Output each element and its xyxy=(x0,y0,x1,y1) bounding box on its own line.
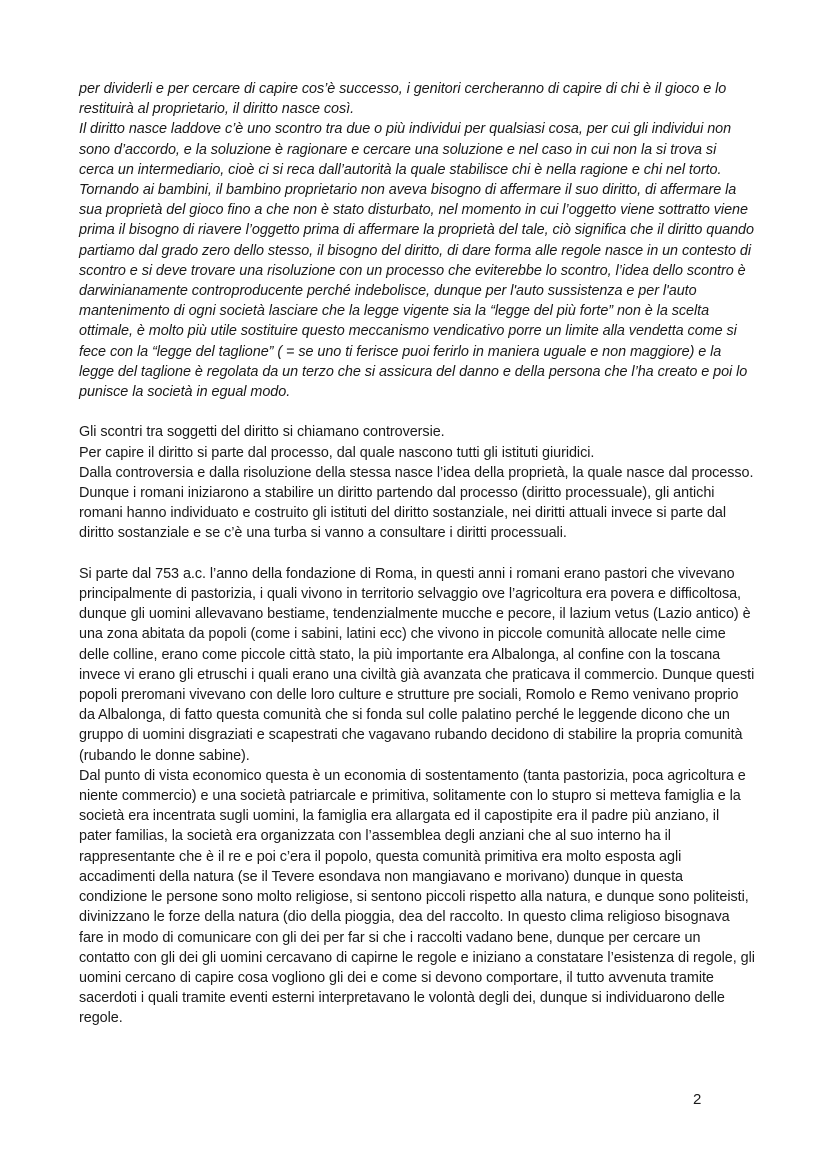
paragraph: Dal punto di vista economico questa è un economia di sostentamento (tanta pastorizia, poca agricoltura e niente commercio) e una società patriarcale e primitiva, solitamente con lo stupro si metteva famiglia e la società era incentrata sugli uomini, la famiglia era allargata ed il capostipite era il padre più anziano, il pater familias, la società era organizzata con l’assemblea degli anziani che al suo interno ha il rappresentante che è il re e poi c’era il popolo, questa comunità primitiva era molto esposta agli accadimenti della natura (se il Tevere esondava non mangiavano e morivano) dunque in questa condizione le persone sono molto religiose, si sentono piccoli rispetto alla natura, e dunque sono politeisti, divinizzano le forze della natura (dio della pioggia, dea del raccolto. In questo clima religioso bisognava fare in modo di comunicare con gli dei per far si che i raccolti vadano bene, dunque per cercare un contatto con gli dei gli uomini cercavano di capirne le regole e iniziano a constatare l’esistenza di regole, gli uomini cercano di capire cosa vogliono gli dei e come si devono comportare, il tutto avvenuta tramite sacerdoti i quali tramite eventi esterni interpretavano le volontà degli dei, dunque si individuarono delle regole. xyxy=(79,767,755,1027)
page-body xyxy=(79,79,755,1029)
paragraph: Gli scontri tra soggetti del diritto si chiamano controversie. xyxy=(79,424,445,441)
paragraph: Dunque i romani iniziarono a stabilire un diritto partendo dal processo (diritto processuale), gli antichi romani hanno individuato e costruito gli istituti del diritto sostanziale, nei diritti attuali invece si parte dal diritto sostanziale e se c’è una turba si vanno a consultare i diritti processuali. xyxy=(79,485,727,542)
paragraph: Per capire il diritto si parte dal processo, dal quale nascono tutti gli istituti giuridici. xyxy=(79,444,595,461)
paragraph: Dalla controversia e dalla risoluzione della stessa nasce l’idea della proprietà, la quale nasce dal processo. xyxy=(79,464,754,481)
paragraph: Il diritto nasce laddove c’è uno scontro tra due o più individui per qualsiasi cosa, per cui gli individui non sono d’accordo, e la soluzione è ragionare e cercare una soluzione e nel caso in cui non la si trova si cerca un intermediario, cioè ci si reca dall’autorità la quale stabilisce chi è nella ragione e chi nel torto. xyxy=(79,121,732,178)
paragraph: Tornando ai bambini, il bambino proprietario non aveva bisogno di affermare il suo diritto, di affermare la sua proprietà del gioco fino a che non è stato disturbato, nel momento in cui l’oggetto viene sottratto viene prima il bisogno di riavere l’oggetto prima di affermare la proprietà del tale, ciò significa che il diritto quando partiamo dal grado zero dello stesso, il bisogno del diritto, di dare forma alle regole nasce in un contesto di scontro e si deve trovare una risoluzione con un processo che eviterebbe lo scontro, l’idea dello scontro è darwinianamente controproducente perché indebolisce, dunque per l'auto sussistenza e per l'auto mantenimento di ogni società lasciare che la legge vigente sia la “legge del più forte” non è la scelta ottimale, è molto più utile sostituire questo meccanismo vendicativo porre un limite alla vendetta come si fece con la “legge del taglione” ( = se uno ti ferisce puoi ferirlo in maniera uguale e non maggiore) e la legge del taglione è regolata da un terzo che si assicura del danno e della persona che l’ha creato e poi lo punisce la società in egual modo. xyxy=(79,182,754,401)
paragraph: per dividerli e per cercare di capire cos’è successo, i genitori cercheranno di capire di chi è il gioco e lo restituirà al proprietario, il diritto nasce così. xyxy=(79,81,727,118)
paragraph-spacer xyxy=(79,402,755,422)
paragraph: Si parte dal 753 a.c. l’anno della fondazione di Roma, in questi anni i romani erano pastori che vivevano principalmente di pastorizia, i quali vivono in territorio selvaggio ove l’agricoltura era povera e difficoltosa, dunque gli uomini allevavano bestiame, tendenzialmente mucche e pecore, il lazium vetus (Lazio antico) è una zona abitata da popoli (come i sabini, latini ecc) che vivono in piccole comunità allocate nelle cime delle colline, erano come piccole città stato, la più importante era Albalonga, al confine con la toscana invece vi erano gli etruschi i quali erano una civiltà già avanzata che praticava il commercio. Dunque questi popoli preromani vivevano con delle loro culture e strutture pre sociali, Romolo e Remo venivano proprio da Albalonga, di fatto questa comunità che si fonda sul colle palatino perché le leggende dicono che un gruppo di uomini disgraziati e scapestrati che vagavano rubando decidono di stabilire la propria comunità (rubando le donne sabine). xyxy=(79,565,755,764)
page-number: 2 xyxy=(693,1091,702,1108)
paragraph-spacer xyxy=(79,544,755,564)
